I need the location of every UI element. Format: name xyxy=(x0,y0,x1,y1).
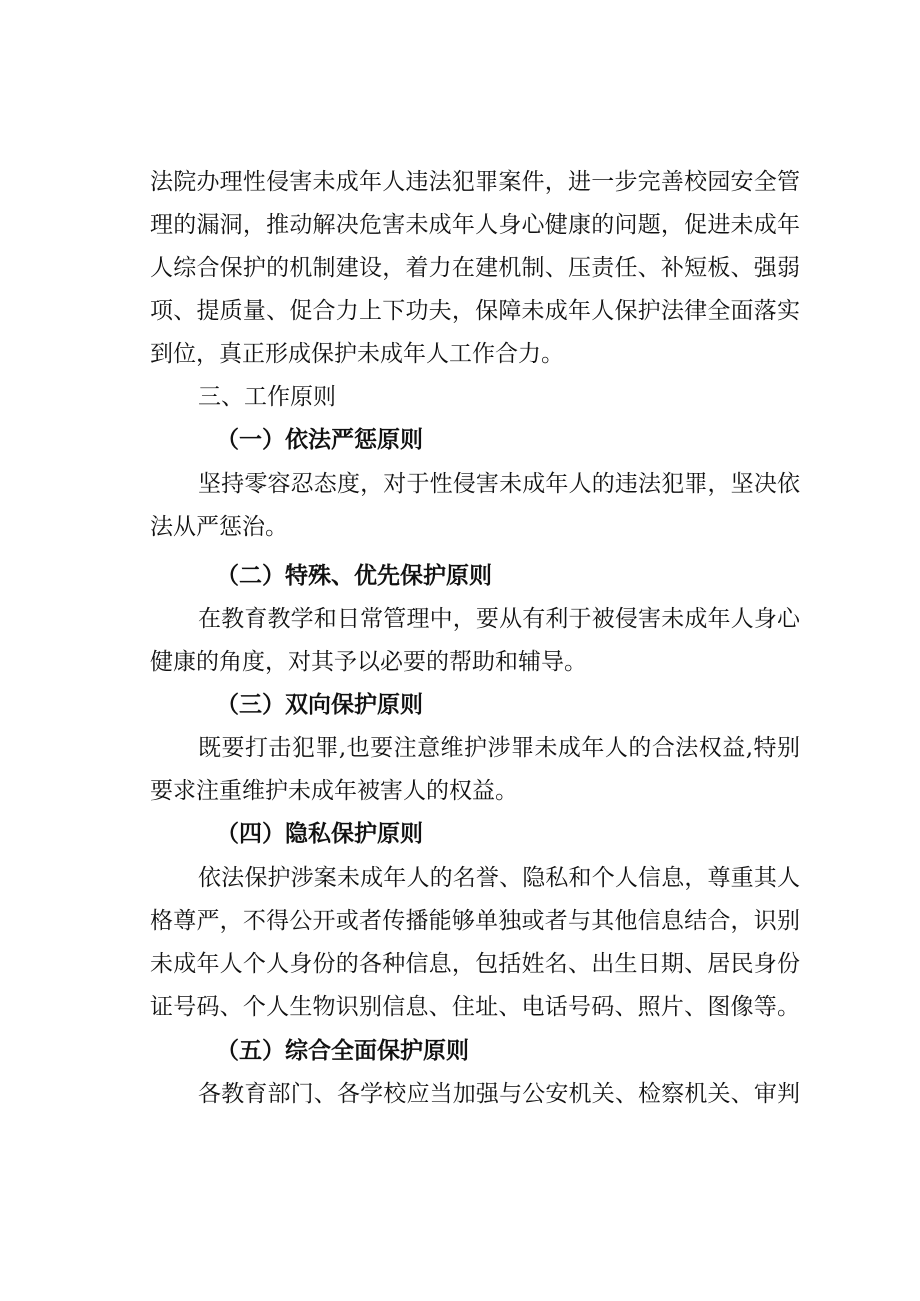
principle-4-line-3: 未成年人个人身份的各种信息，包括姓名、出生日期、居民身份 xyxy=(150,951,800,977)
principle-4-line-4: 证号码、个人生物识别信息、住址、电话号码、照片、图像等。 xyxy=(150,994,800,1020)
intro-line-2: 理的漏洞，推动解决危害未成年人身心健康的问题，促进未成年 xyxy=(150,212,800,238)
intro-line-4: 项、提质量、促合力上下功夫，保障未成年人保护法律全面落实 xyxy=(150,298,800,324)
principle-title-4: （四）隐私保护原则 xyxy=(216,820,423,847)
principle-1-line-2: 法从严惩治。 xyxy=(150,514,288,540)
principle-2-line-1: 在教育教学和日常管理中，要从有利于被侵害未成年人身心 xyxy=(198,606,800,632)
principle-5-line-1: 各教育部门、各学校应当加强与公安机关、检察机关、审判 xyxy=(198,1081,800,1107)
principle-4-line-2: 格尊严，不得公开或者传播能够单独或者与其他信息结合，识别 xyxy=(150,908,800,934)
principle-title-1: （一）依法严惩原则 xyxy=(216,426,423,453)
intro-line-1: 法院办理性侵害未成年人违法犯罪案件，进一步完善校园安全管 xyxy=(150,169,800,195)
principle-1-line-1: 坚持零容忍态度，对于性侵害未成年人的违法犯罪，坚决依 xyxy=(198,471,800,497)
principle-title-5: （五）综合全面保护原则 xyxy=(216,1037,469,1064)
principle-4-line-1: 依法保护涉案未成年人的名誉、隐私和个人信息，尊重其人 xyxy=(198,865,800,891)
principle-3-line-1: 既要打击犯罪,也要注意维护涉罪未成年人的合法权益,特别 xyxy=(198,735,800,761)
principle-title-3: （三）双向保护原则 xyxy=(216,691,423,718)
principle-3-line-2: 要求注重维护未成年被害人的权益。 xyxy=(150,778,518,804)
intro-line-5: 到位，真正形成保护未成年人工作合力。 xyxy=(150,341,564,367)
principle-title-2: （二）特殊、优先保护原则 xyxy=(216,562,492,589)
principle-2-line-2: 健康的角度，对其予以必要的帮助和辅导。 xyxy=(150,649,587,675)
section-heading: 三、工作原则 xyxy=(198,384,336,410)
intro-line-3: 人综合保护的机制建设，着力在建机制、压责任、补短板、强弱 xyxy=(150,255,800,281)
